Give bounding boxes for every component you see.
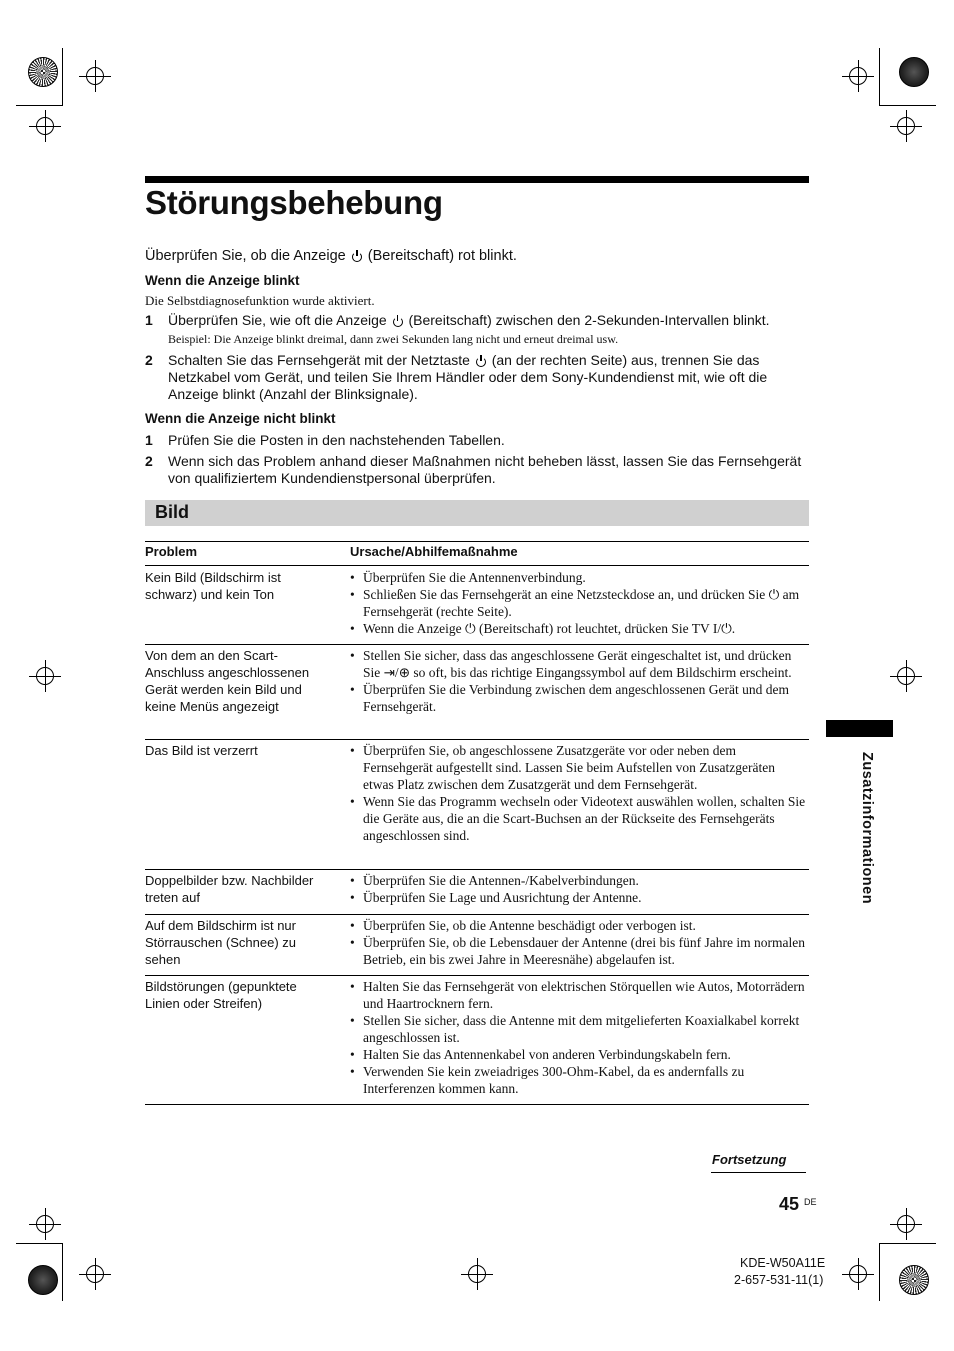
remedy-list: • Überprüfen Sie, ob angeschlossene Zusatzgeräte vor oder neben dem Fernsehgerät aufgestellt sind. Lassen Sie beim Aufstellen von Zusatzgeräten etwas Platz zwischen dem Zusatzgerät und dem Fernsehgerät. • Wenn Sie das Programm wechseln oder Videotext auswählen wollen, schalten Sie die Geräte aus, die an die Scart-Buchsen an der Rückseite des Fernsehgeräts angeschlossen sind. xyxy=(350,742,809,844)
color-rosette-icon xyxy=(899,57,929,87)
crosshair-icon xyxy=(897,1215,915,1233)
section-header-bar xyxy=(145,500,809,526)
intro-text: Überprüfen Sie, ob die Anzeige (Bereitschaft) rot blinkt. xyxy=(145,248,517,264)
color-rosette-icon xyxy=(28,1265,58,1295)
remedy-list: • Halten Sie das Fernsehgerät von elektrischen Störquellen wie Autos, Motorrädern und Haartrocknern fern. • Stellen Sie sicher, dass die Antenne mit dem mitgelieferten Koaxialkabel korrekt angeschlossen ist. • Halten Sie das Antennenkabel von anderen Verbindungskabeln fern. • Verwenden Sie kein zweiadriges 300-Ohm-Kabel, da es andernfalls zu Interferenzen kommen kann. xyxy=(350,978,809,1097)
remedy-list: • Überprüfen Sie, ob die Antenne beschädigt oder verbogen ist. • Überprüfen Sie, ob die Lebensdauer der Antenne (drei bis fünf Jahre im normalen Betrieb, ein bis zwei Jahre in Meeresnähe) abgelaufen ist. xyxy=(350,917,809,968)
remedy-list: • Überprüfen Sie die Antennen-/Kabelverbindungen. • Überprüfen Sie Lage und Ausrichtung der Antenne. xyxy=(350,872,809,906)
crosshair-icon xyxy=(897,667,915,685)
crosshair-icon xyxy=(86,67,104,85)
page-number: 45 xyxy=(779,1194,800,1214)
chapter-tab-marker xyxy=(826,720,893,737)
crosshair-icon xyxy=(849,67,867,85)
remedy-list: • Überprüfen Sie die Antennenverbindung. • Schließen Sie das Fernsehgerät an eine Netzsteckdose an, und drücken Sie ⏻ am Fernsehgerät (rechte Seite). • Wenn die Anzeige ⏻ (Bereitschaft) rot leuchtet, drücken Sie TV I/⏻. xyxy=(350,569,809,637)
continued-label: Fortsetzung xyxy=(712,1152,787,1167)
not-blinking-step-1: 1 Prüfen Sie die Posten in den nachstehenden Tabellen. xyxy=(145,432,505,448)
crosshair-icon xyxy=(849,1265,867,1283)
blinking-heading: Wenn die Anzeige blinkt xyxy=(145,273,300,288)
crosshair-icon xyxy=(86,1265,104,1283)
blinking-note: Die Selbstdiagnosefunktion wurde aktiviert. xyxy=(145,293,375,308)
crosshair-icon xyxy=(36,117,54,135)
blinking-step-1: 1 Überprüfen Sie, wie oft die Anzeige (Bereitschaft) zwischen den 2-Sekunden-Intervallen blinkt. Beispiel: Die Anzeige blinkt dreimal, dann zwei Sekunden lang nicht und erneut dreimal usw. xyxy=(145,312,809,347)
color-rosette-icon xyxy=(28,57,58,87)
crosshair-icon xyxy=(468,1265,486,1283)
blinking-example: Beispiel: Die Anzeige blinkt dreimal, dann zwei Sekunden lang nicht und erneut dreimal usw. xyxy=(168,332,619,346)
column-header-problem: Problem xyxy=(145,544,198,559)
color-rosette-icon xyxy=(899,1265,929,1295)
page-title: Störungsbehebung xyxy=(145,184,443,221)
power-standby-icon xyxy=(393,315,403,326)
chapter-side-label: Zusatzinformationen xyxy=(859,752,875,905)
continued-rule xyxy=(711,1172,806,1173)
power-standby-icon xyxy=(352,250,362,261)
document-number: 2-657-531-11(1) xyxy=(734,1273,824,1287)
not-blinking-step-2: 2 Wenn sich das Problem anhand dieser Maßnahmen nicht beheben lässt, lassen Sie das Fernsehgerät von qualifiziertem Kundendienstpersonal überprüfen. xyxy=(145,453,802,486)
column-header-remedy: Ursache/Abhilfemaßnahme xyxy=(350,544,518,559)
crosshair-icon xyxy=(36,667,54,685)
crosshair-icon xyxy=(897,117,915,135)
model-number: KDE-W50A11E xyxy=(740,1256,826,1270)
blinking-step-2: 2 Schalten Sie das Fernsehgerät mit der Netztaste (an der rechten Seite) aus, trennen Sie das Netzkabel vom Gerät, und teilen Sie Ihrem Händler oder dem Sony-Kundendienst mit, wie oft die Anzeige blinkt (Anzahl der Blinksignale). xyxy=(145,352,768,402)
section-title: Bild xyxy=(155,502,189,522)
crosshair-icon xyxy=(36,1215,54,1233)
power-button-icon xyxy=(476,355,486,366)
not-blinking-heading: Wenn die Anzeige nicht blinkt xyxy=(145,411,336,426)
title-rule xyxy=(145,176,809,183)
remedy-list: • Stellen Sie sicher, dass das angeschlossene Gerät eingeschaltet ist, und drücken Sie ⇥/⊕ so oft, bis das richtige Eingangssymbol auf dem Bildschirm erscheint. • Überprüfen Sie die Verbindung zwischen dem angeschlossenen Gerät und dem Fernsehgerät. xyxy=(350,647,809,715)
page-language: DE xyxy=(804,1197,817,1207)
